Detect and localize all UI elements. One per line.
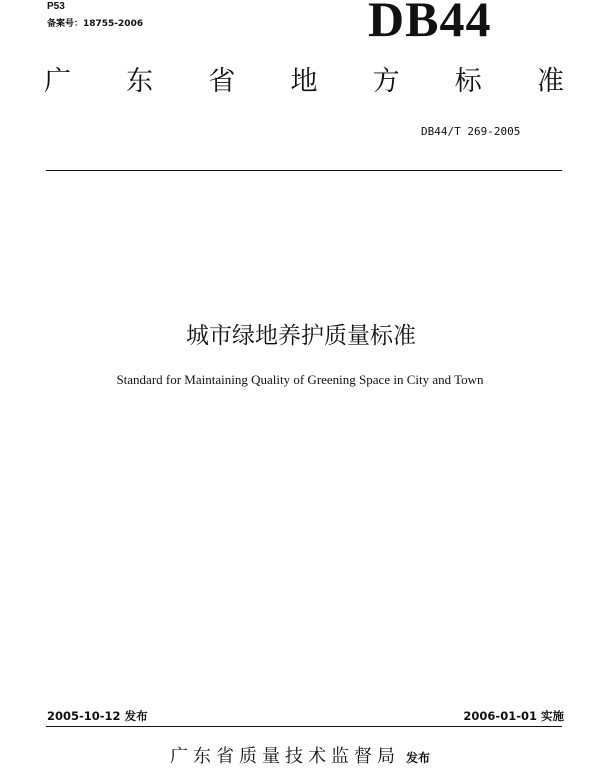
heading-char: 方 [372,66,400,97]
implementation-date: 2006-01-01 实施 [463,709,564,723]
heading-char: 省 [208,66,236,97]
issuer-line [0,748,600,766]
filing-number: 备案号：18755-2006 [47,19,144,29]
classification-code: P53 [47,1,65,12]
issue-date: 2005-10-12 发布 [47,709,148,723]
issuer-suffix: 发布 [405,751,430,765]
title-chinese: 城市绿地养护质量标准 [186,323,416,349]
provincial-standard-heading [44,68,564,95]
title-english: Standard for Maintaining Quality of Greening Space in City and Town [116,372,484,387]
heading-char: 准 [536,66,564,97]
db44-logo: DB44 [368,0,492,47]
standard-number: DB44/T 269-2005 [421,125,521,138]
heading-char: 地 [290,66,318,97]
heading-char: 标 [454,66,482,97]
bottom-divider [46,726,562,727]
heading-char: 广 [44,66,71,97]
heading-char: 东 [126,66,154,97]
top-divider [46,170,562,171]
issuer-name: 广东省质量技术监督局 [169,746,400,767]
